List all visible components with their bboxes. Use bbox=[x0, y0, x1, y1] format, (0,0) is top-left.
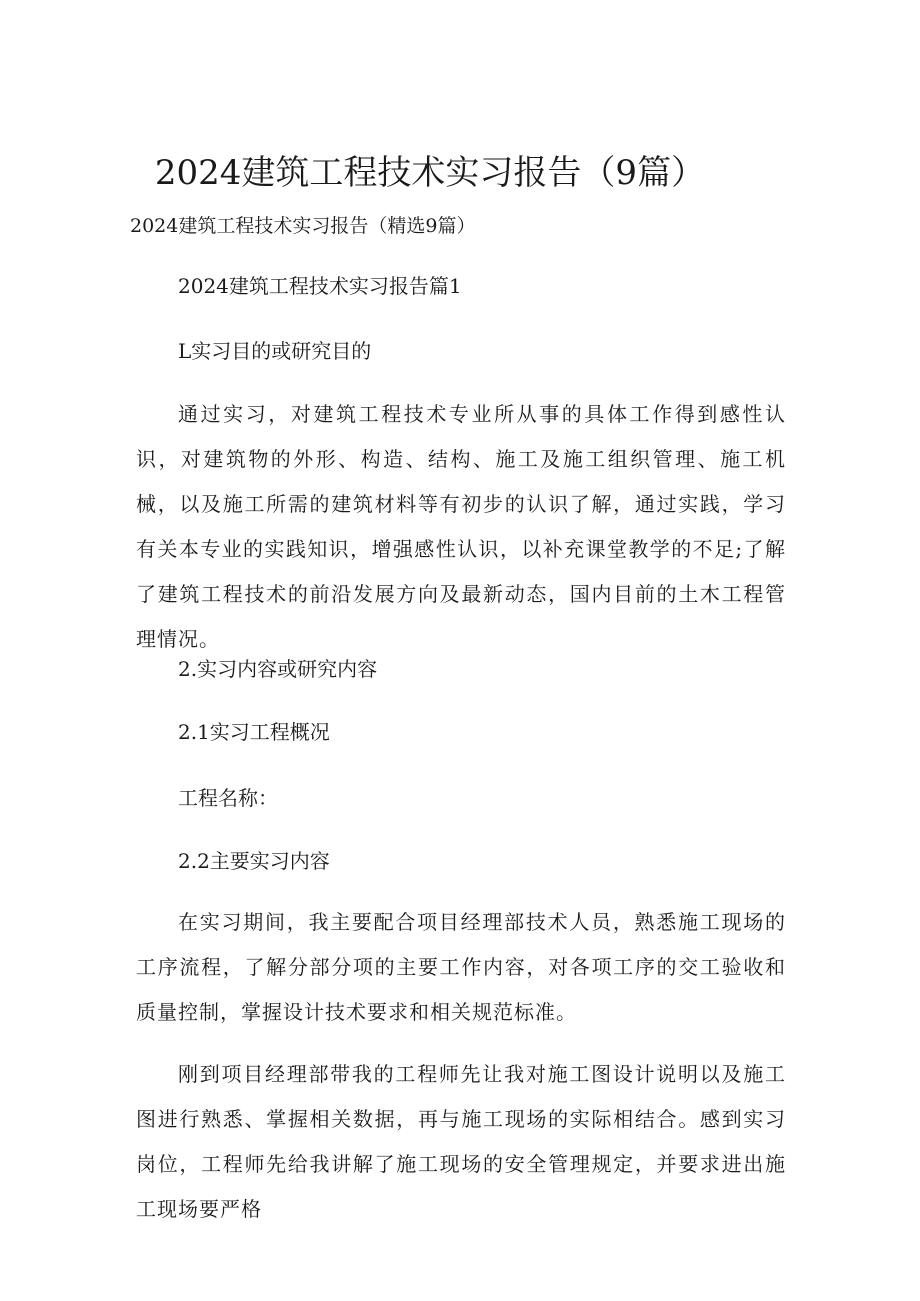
heading-purpose: L实习目的或研究目的 bbox=[178, 339, 372, 363]
document-subtitle: 2024建筑工程技术实习报告（精选9篇） bbox=[130, 215, 476, 237]
paragraph-main-content: 在实习期间，我主要配合项目经理部技术人员，熟悉施工现场的工序流程，了解分部分项的主要工作内容，对各项工序的交工验收和质量控制，掌握设计技术要求和相关规范标准。 bbox=[136, 910, 786, 1024]
document-title: 2024建筑工程技术实习报告（9篇） bbox=[154, 153, 706, 193]
paragraph-site-intro: 刚到项目经理部带我的工程师先让我对施工图设计说明以及施工图进行熟悉、掌握相关数据，再与施工现场的实际相结合。感到实习岗位，工程师先给我讲解了施工现场的安全管理规定，并要求进出施工现场要严格 bbox=[136, 1062, 786, 1221]
section-heading: 2024建筑工程技术实习报告篇1 bbox=[178, 274, 462, 298]
project-name-label: 工程名称： bbox=[178, 786, 278, 810]
paragraph-purpose: 通过实习，对建筑工程技术专业所从事的具体工作得到感性认识，对建筑物的外形、构造、结构、施工及施工组织管理、施工机械，以及施工所需的建筑材料等有初步的认识了解，通过实践，学习有关本专业的实践知识，增强感性认识，以补充课堂教学的不足;了解了建筑工程技术的前沿发展方向及最新动态，国内目前的土木工程管理情况。 bbox=[136, 402, 786, 651]
heading-main-content: 2.2主要实习内容 bbox=[178, 849, 330, 873]
heading-content: 2.实习内容或研究内容 bbox=[178, 657, 378, 681]
heading-project-overview: 2.1实习工程概况 bbox=[178, 720, 330, 744]
